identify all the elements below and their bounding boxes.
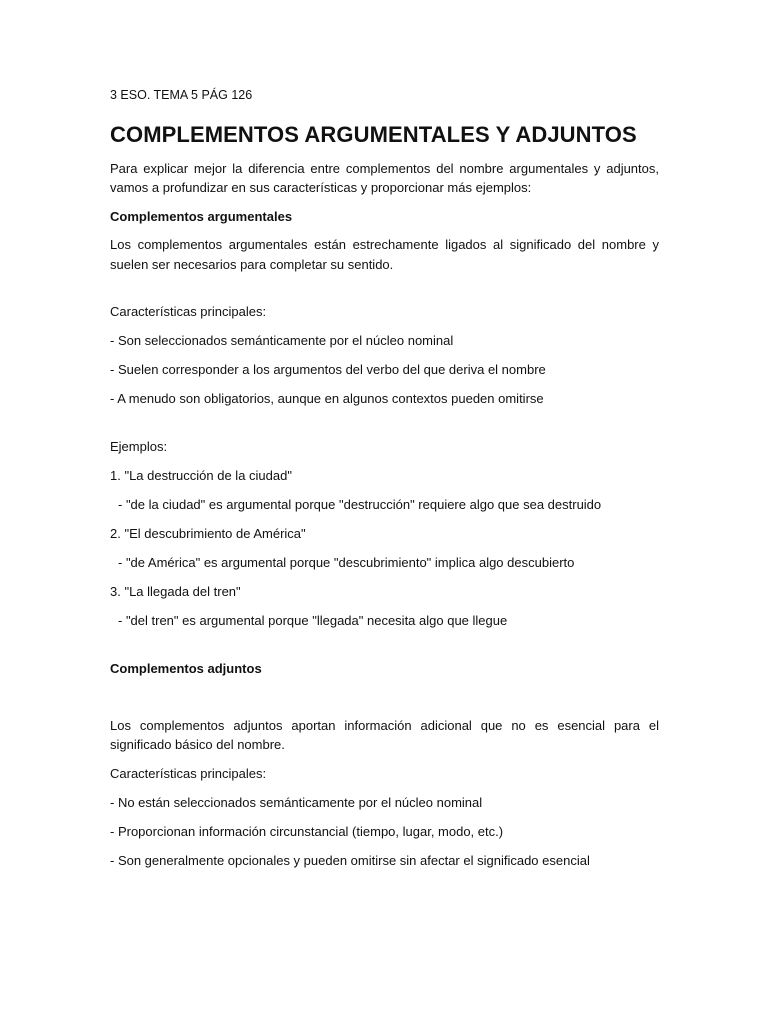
example-note: - "de América" es argumental porque "descubrimiento" implica algo descubierto — [118, 555, 575, 570]
document-title: COMPLEMENTOS ARGUMENTALES Y ADJUNTOS — [110, 121, 637, 147]
example-title: 3. "La llegada del tren" — [110, 584, 241, 599]
intro-paragraph: Para explicar mejor la diferencia entre complementos del nombre argumentales y adjuntos, vamos a profundizar en sus características y proporcionar más ejemplos: — [110, 160, 659, 195]
example-title: 1. "La destrucción de la ciudad" — [110, 468, 292, 483]
argumental-feature-item: - Son seleccionados semánticamente por el núcleo nominal — [110, 333, 454, 348]
argumental-features-label: Características principales: — [110, 304, 267, 319]
spacer — [110, 418, 659, 437]
adjunct-feature-item: - Proporcionan información circunstancial (tiempo, lugar, modo, etc.) — [110, 823, 504, 839]
argumental-description: Los complementos argumentales están estrechamente ligados al significado del nombre y suelen ser necesarios para completar su sentido. — [110, 237, 659, 272]
adjunct-description: Los complementos adjuntos aportan información adicional que no es esencial para el significado básico del nombre. — [110, 717, 659, 752]
adjunct-feature-item: - No están seleccionados semánticamente por el núcleo nominal — [110, 794, 483, 810]
adjunct-feature-item: - Son generalmente opcionales y pueden omitirse sin afectar el significado esencial — [110, 852, 590, 868]
adjunct-features-label: Características principales: — [110, 765, 267, 781]
document-body — [110, 86, 659, 880]
spacer — [110, 688, 659, 716]
argumental-heading: Complementos argumentales — [110, 208, 293, 224]
examples-label: Ejemplos: — [110, 439, 168, 454]
example-note: - "del tren" es argumental porque "llegada" necesita algo que llegue — [118, 613, 508, 628]
argumental-feature-item: - A menudo son obligatorios, aunque en algunos contextos pueden omitirse — [110, 391, 544, 406]
adjunct-heading: Complementos adjuntos — [110, 661, 262, 676]
argumental-feature-item: - Suelen corresponder a los argumentos del verbo del que deriva el nombre — [110, 362, 546, 377]
example-note: - "de la ciudad" es argumental porque "destrucción" requiere algo que sea destruido — [118, 497, 602, 512]
spacer — [110, 283, 659, 302]
spacer — [110, 640, 659, 659]
course-reference: 3 ESO. TEMA 5 PÁG 126 — [110, 88, 253, 102]
example-title: 2. "El descubrimiento de América" — [110, 526, 306, 541]
